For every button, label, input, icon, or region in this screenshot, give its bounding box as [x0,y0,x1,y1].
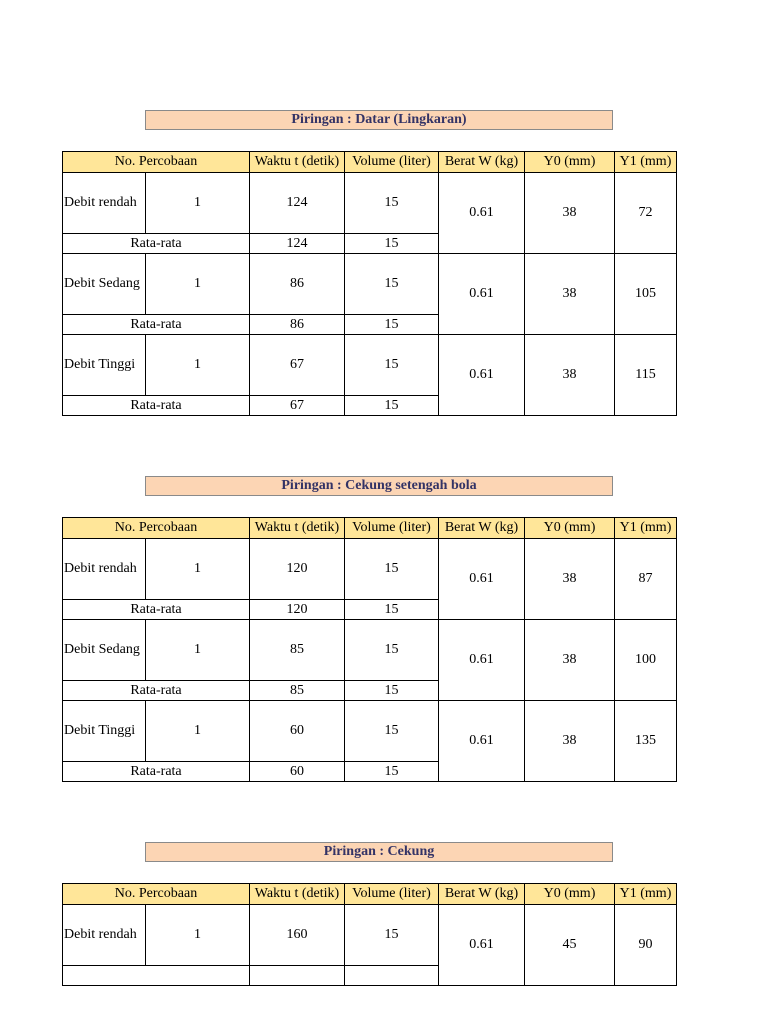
y1-cell: 90 [615,905,677,986]
y0-cell: 38 [525,701,615,782]
trial-number: 1 [146,905,250,966]
berat-cell: 0.61 [439,701,525,782]
header-row [63,152,677,173]
trial-number: 1 [146,173,250,234]
volume-cell: 15 [345,539,439,600]
avg-volume-cell [345,966,439,986]
header-y1: Y1 (mm) [615,152,677,173]
trial-row [63,701,677,762]
header-volume: Volume (liter) [345,152,439,173]
data-table [62,517,677,782]
avg-volume-cell: 15 [345,600,439,620]
header-berat: Berat W (kg) [439,518,525,539]
berat-cell: 0.61 [439,905,525,986]
trial-row [63,539,677,600]
avg-volume-cell: 15 [345,315,439,335]
y1-cell: 105 [615,254,677,335]
trial-number: 1 [146,620,250,681]
volume-cell: 15 [345,173,439,234]
y0-cell: 38 [525,173,615,254]
avg-waktu-cell: 86 [250,315,345,335]
average-label [63,966,250,986]
header-waktu: Waktu t (detik) [250,884,345,905]
trial-row [63,335,677,396]
header-row [63,518,677,539]
avg-waktu-cell: 85 [250,681,345,701]
avg-waktu-cell: 120 [250,600,345,620]
debit-label: Debit Tinggi [63,335,146,396]
section-title: Piringan : Cekung setengah bola [145,476,613,496]
volume-cell: 15 [345,701,439,762]
header-volume: Volume (liter) [345,884,439,905]
berat-cell: 0.61 [439,173,525,254]
average-label: Rata-rata [63,315,250,335]
berat-cell: 0.61 [439,620,525,701]
debit-label: Debit Tinggi [63,701,146,762]
section-title: Piringan : Cekung [145,842,613,862]
avg-waktu-cell: 124 [250,234,345,254]
y1-cell: 72 [615,173,677,254]
trial-number: 1 [146,254,250,315]
data-table [62,151,677,416]
y0-cell: 38 [525,254,615,335]
header-berat: Berat W (kg) [439,152,525,173]
header-berat: Berat W (kg) [439,884,525,905]
waktu-cell: 60 [250,701,345,762]
volume-cell: 15 [345,620,439,681]
waktu-cell: 160 [250,905,345,966]
waktu-cell: 85 [250,620,345,681]
y0-cell: 45 [525,905,615,986]
header-row [63,884,677,905]
volume-cell: 15 [345,335,439,396]
avg-waktu-cell [250,966,345,986]
volume-cell: 15 [345,254,439,315]
volume-cell: 15 [345,905,439,966]
header-volume: Volume (liter) [345,518,439,539]
header-no-percobaan: No. Percobaan [63,518,250,539]
header-no-percobaan: No. Percobaan [63,884,250,905]
berat-cell: 0.61 [439,539,525,620]
waktu-cell: 124 [250,173,345,234]
average-label: Rata-rata [63,234,250,254]
y0-cell: 38 [525,620,615,701]
y1-cell: 115 [615,335,677,416]
trial-row [63,620,677,681]
debit-label: Debit rendah [63,173,146,234]
waktu-cell: 86 [250,254,345,315]
avg-waktu-cell: 67 [250,396,345,416]
avg-volume-cell: 15 [345,681,439,701]
trial-number: 1 [146,539,250,600]
data-table [62,883,677,986]
trial-row [63,905,677,966]
header-waktu: Waktu t (detik) [250,518,345,539]
y0-cell: 38 [525,335,615,416]
avg-volume-cell: 15 [345,762,439,782]
header-y0: Y0 (mm) [525,518,615,539]
debit-label: Debit rendah [63,905,146,966]
header-y0: Y0 (mm) [525,152,615,173]
waktu-cell: 67 [250,335,345,396]
avg-waktu-cell: 60 [250,762,345,782]
avg-volume-cell: 15 [345,234,439,254]
trial-number: 1 [146,701,250,762]
y1-cell: 87 [615,539,677,620]
average-label: Rata-rata [63,600,250,620]
waktu-cell: 120 [250,539,345,600]
berat-cell: 0.61 [439,335,525,416]
header-waktu: Waktu t (detik) [250,152,345,173]
debit-label: Debit Sedang [63,254,146,315]
average-label: Rata-rata [63,762,250,782]
trial-row [63,173,677,234]
y0-cell: 38 [525,539,615,620]
section-title: Piringan : Datar (Lingkaran) [145,110,613,130]
header-y1: Y1 (mm) [615,884,677,905]
debit-label: Debit Sedang [63,620,146,681]
avg-volume-cell: 15 [345,396,439,416]
header-no-percobaan: No. Percobaan [63,152,250,173]
trial-number: 1 [146,335,250,396]
debit-label: Debit rendah [63,539,146,600]
average-label: Rata-rata [63,681,250,701]
average-label: Rata-rata [63,396,250,416]
berat-cell: 0.61 [439,254,525,335]
y1-cell: 100 [615,620,677,701]
header-y1: Y1 (mm) [615,518,677,539]
y1-cell: 135 [615,701,677,782]
header-y0: Y0 (mm) [525,884,615,905]
trial-row [63,254,677,315]
